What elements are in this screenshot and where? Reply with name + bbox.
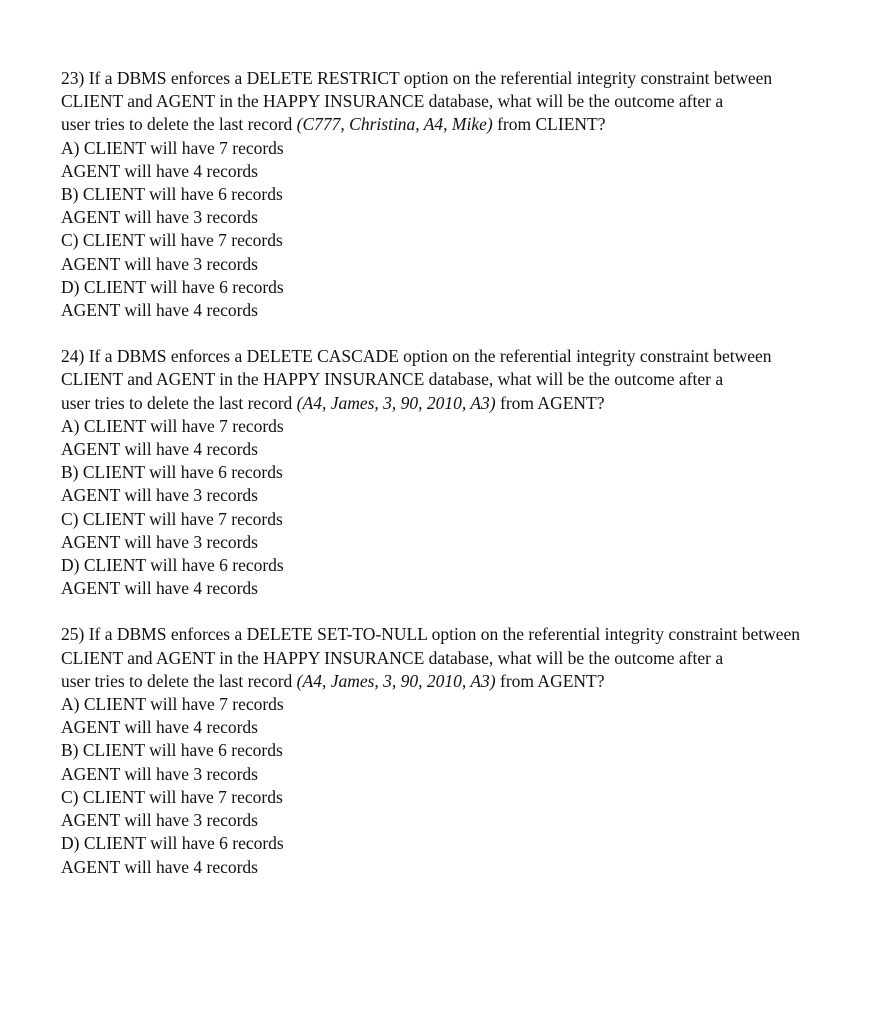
answer-options <box>61 137 861 323</box>
record-tuple: (C777, Christina, A4, Mike) <box>296 114 493 135</box>
question-text-fragment: from CLIENT? <box>492 114 606 135</box>
answer-options <box>61 415 861 601</box>
question-text-line: CLIENT and AGENT in the HAPPY INSURANCE database, what will be the outcome after a <box>61 91 724 112</box>
option-a-client: A) CLIENT will have 7 records <box>61 137 284 158</box>
option-a-agent: AGENT will have 4 records <box>61 160 258 181</box>
option-d-agent: AGENT will have 4 records <box>61 300 258 321</box>
option-b-agent: AGENT will have 3 records <box>61 763 258 784</box>
question-text-line <box>61 670 861 693</box>
question-text-line <box>61 113 861 136</box>
question-text-fragment: user tries to delete the last record <box>61 392 297 413</box>
option-c-client: C) CLIENT will have 7 records <box>61 508 283 529</box>
answer-options <box>61 693 861 879</box>
question-text-fragment: user tries to delete the last record <box>61 670 297 691</box>
question-text-line: 24) If a DBMS enforces a DELETE CASCADE option on the referential integrity constraint between <box>61 346 772 367</box>
option-b-agent: AGENT will have 3 records <box>61 207 258 228</box>
option-d-agent: AGENT will have 4 records <box>61 856 258 877</box>
option-c-agent: AGENT will have 3 records <box>61 810 258 831</box>
question-25 <box>61 623 861 878</box>
question-text-line: CLIENT and AGENT in the HAPPY INSURANCE database, what will be the outcome after a <box>61 647 724 668</box>
option-d-client: D) CLIENT will have 6 records <box>61 276 284 297</box>
option-d-agent: AGENT will have 4 records <box>61 578 258 599</box>
option-b-client: B) CLIENT will have 6 records <box>61 462 283 483</box>
option-b-client: B) CLIENT will have 6 records <box>61 740 283 761</box>
option-c-agent: AGENT will have 3 records <box>61 253 258 274</box>
option-c-agent: AGENT will have 3 records <box>61 531 258 552</box>
record-tuple: (A4, James, 3, 90, 2010, A3) <box>296 392 496 413</box>
option-a-client: A) CLIENT will have 7 records <box>61 415 284 436</box>
question-text-fragment: from AGENT? <box>495 670 605 691</box>
option-a-agent: AGENT will have 4 records <box>61 717 258 738</box>
question-23 <box>61 67 861 322</box>
option-b-client: B) CLIENT will have 6 records <box>61 184 283 205</box>
option-a-client: A) CLIENT will have 7 records <box>61 694 284 715</box>
question-text-line: CLIENT and AGENT in the HAPPY INSURANCE database, what will be the outcome after a <box>61 369 724 390</box>
option-d-client: D) CLIENT will have 6 records <box>61 833 284 854</box>
option-b-agent: AGENT will have 3 records <box>61 485 258 506</box>
option-c-client: C) CLIENT will have 7 records <box>61 786 283 807</box>
question-24 <box>61 345 861 600</box>
option-a-agent: AGENT will have 4 records <box>61 439 258 460</box>
question-text-line: 23) If a DBMS enforces a DELETE RESTRICT option on the referential integrity constraint between <box>61 68 773 88</box>
question-text-fragment: from AGENT? <box>495 392 605 413</box>
document-page <box>61 67 861 902</box>
option-c-client: C) CLIENT will have 7 records <box>61 230 283 251</box>
record-tuple: (A4, James, 3, 90, 2010, A3) <box>296 670 496 691</box>
question-text-line: 25) If a DBMS enforces a DELETE SET-TO-NULL option on the referential integrity constraint between <box>61 624 800 645</box>
question-text-fragment: user tries to delete the last record <box>61 114 297 135</box>
option-d-client: D) CLIENT will have 6 records <box>61 555 284 576</box>
question-text-line <box>61 392 861 415</box>
